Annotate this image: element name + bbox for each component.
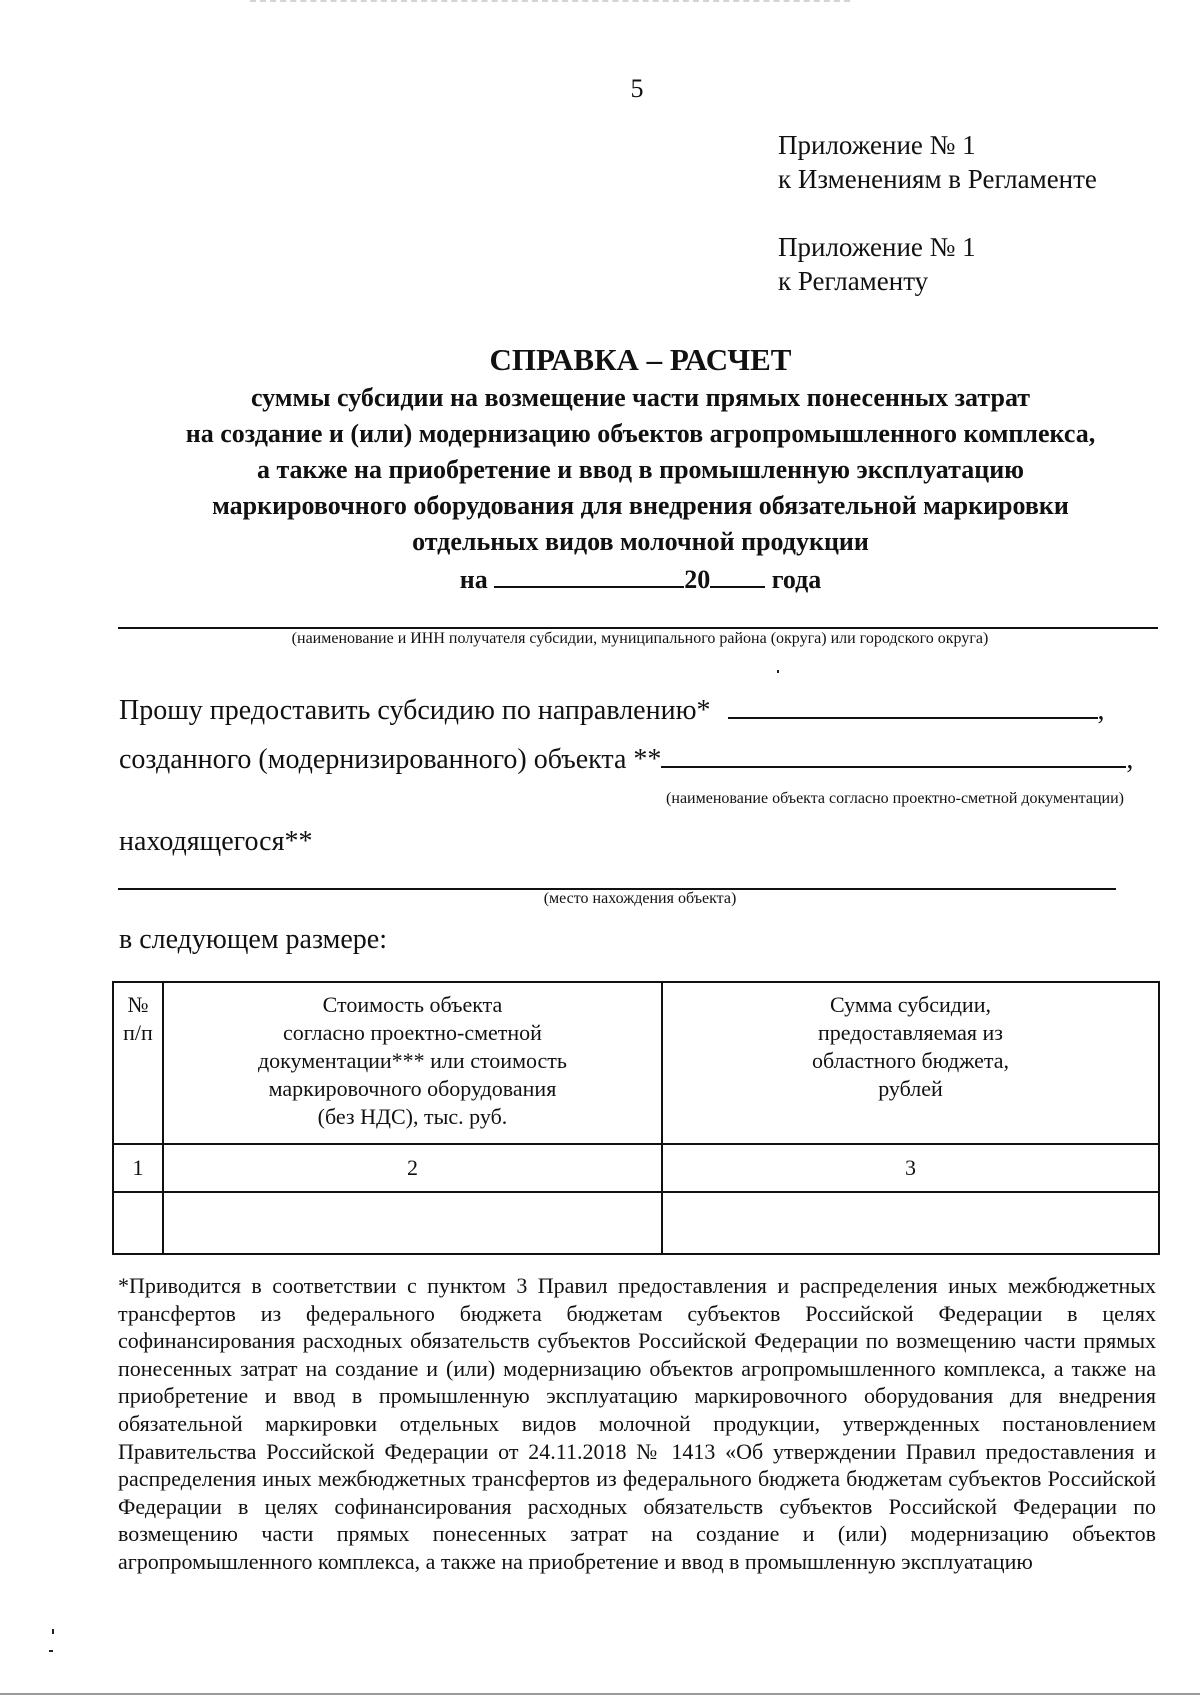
header-line: предоставляемая из — [818, 1020, 1003, 1045]
table-cell: 1 — [113, 1144, 163, 1192]
table-cell — [163, 1192, 662, 1254]
title-line: суммы субсидии на возмещение части прямых понесенных затрат — [250, 383, 1031, 412]
table-cell: 2 — [163, 1144, 662, 1192]
location-caption: (место нахождения объекта) — [543, 890, 737, 907]
appendix-header-line: к Регламенту — [778, 266, 929, 296]
date-blank-field — [494, 560, 684, 588]
scan-speck — [777, 670, 779, 673]
header-line: Стоимость объекта — [322, 992, 503, 1017]
scan-speck — [49, 1650, 53, 1652]
comma: , — [1097, 695, 1105, 726]
header-cell-subsidy — [662, 982, 1159, 1144]
year-blank-field — [710, 560, 765, 588]
subsidy-table — [112, 981, 1160, 1255]
header-line: Сумма субсидии, — [830, 992, 991, 1017]
header-line: областного бюджета, — [811, 1048, 1010, 1073]
footnote-paragraph: *Приводится в соответствии с пунктом 3 Правил предоставления и распределения иных межбюджетных трансфертов из федерального бюджета бюджетам субъектов Российской Федерации в целях софинансирования расходных обязательств субъектов Российской Федерации по возмещению части прямых понесенных затрат на создание и (или) модернизацию объектов агропромышленного комплекса, а также на приобретение и ввод в промышленную эксплуатацию маркировочного оборудования для внедрения обязательной маркировки отдельных видов молочной продукции, утвержденных постановлением Правительства Российской Федерации от 24.11.2018 № 1413 «Об утверждении Правил предоставления и распределения иных межбюджетных трансфертов из федерального бюджета бюджетам субъектов Российской Федерации в целях софинансирования расходных обязательств субъектов Российской Федерации по возмещению части прямых понесенных затрат на создание и (или) модернизацию объектов агропромышленного комплекса, а также на приобретение и ввод в промышленную эксплуатацию — [118, 1273, 1156, 1574]
date-year: 20 — [684, 565, 711, 594]
title-date-line — [98, 560, 1183, 598]
recipient-caption: (наименование и ИНН получателя субсидии, муниципального района (округа) или городского округа) — [291, 630, 989, 647]
table-row-column-numbers — [113, 1144, 1159, 1192]
scan-artifact-top — [250, 0, 850, 5]
title-line: отдельных видов молочной продукции — [412, 527, 869, 556]
title-main: СПРАВКА – РАСЧЕТ — [489, 342, 792, 377]
header-line: п/п — [123, 1020, 153, 1045]
appendix-header-changes — [778, 128, 1097, 196]
scan-artifact-bottom — [0, 1693, 1200, 1706]
title-line: маркировочного оборудования для внедрения обязательной маркировки — [212, 491, 1069, 520]
date-prefix: на — [459, 565, 488, 594]
scan-speck — [52, 1629, 54, 1634]
location-label: находящегося** — [119, 826, 313, 857]
table-cell — [113, 1192, 163, 1254]
header-line: (без НДС), тыс. руб. — [317, 1104, 508, 1129]
appendix-header-regulation — [778, 230, 976, 298]
date-suffix: года — [771, 565, 822, 594]
amount-label: в следующем размере: — [119, 924, 387, 955]
page-number: 5 — [630, 74, 644, 103]
comma: , — [1126, 744, 1134, 775]
recipient-blank-line — [118, 627, 1158, 629]
table-row-empty — [113, 1192, 1159, 1254]
table-header-row — [113, 982, 1159, 1144]
request-text: Прошу предоставить субсидию по направлению* — [119, 695, 711, 726]
header-cell-number — [113, 982, 163, 1144]
table-cell: 3 — [662, 1144, 1159, 1192]
title-line: а также на приобретение и ввод в промышленную эксплуатацию — [256, 455, 1025, 484]
object-text: созданного (модернизированного) объекта ** — [119, 744, 662, 775]
title-line: на создание и (или) модернизацию объектов агропромышленного комплекса, — [185, 419, 1096, 448]
appendix-header-line: к Изменениям в Регламенте — [778, 164, 1097, 194]
object-caption: (наименование объекта согласно проектно-сметной документации) — [666, 790, 1124, 807]
appendix-header-line: Приложение № 1 — [778, 232, 976, 262]
header-line: № — [127, 992, 149, 1017]
header-line: документации*** или стоимость — [257, 1048, 567, 1073]
object-blank-field — [661, 742, 1126, 768]
appendix-header-line: Приложение № 1 — [778, 130, 976, 160]
header-line: маркировочного оборудования — [268, 1076, 557, 1101]
header-line: согласно проектно-сметной — [282, 1020, 542, 1045]
direction-blank-field — [728, 693, 1098, 719]
table-cell — [662, 1192, 1159, 1254]
request-line-object — [119, 742, 1133, 776]
request-line-direction — [119, 693, 1105, 727]
document-title — [98, 340, 1183, 598]
header-cell-cost — [163, 982, 662, 1144]
header-line: рублей — [878, 1076, 943, 1101]
